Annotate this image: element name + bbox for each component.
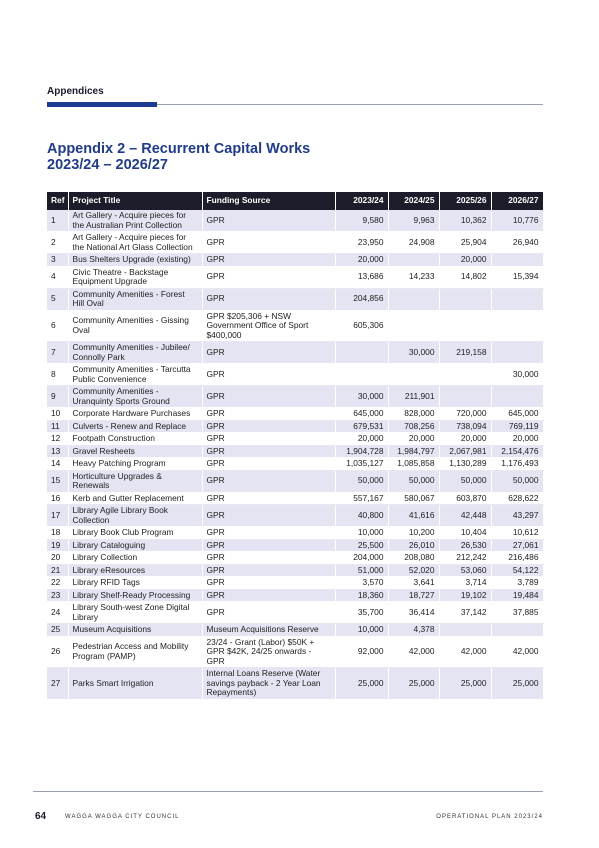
cell-2026-27: 769,119 bbox=[491, 420, 543, 433]
cell-2023-24: 10,000 bbox=[335, 624, 388, 637]
table-row bbox=[47, 386, 543, 408]
cell-2024-25: 52,020 bbox=[388, 564, 439, 577]
cell-2024-25: 1,085,858 bbox=[388, 458, 439, 471]
cell-funding-source: GPR bbox=[202, 210, 335, 232]
cell-2026-27 bbox=[491, 254, 543, 267]
cell-2025-26: 20,000 bbox=[439, 433, 491, 446]
cell-ref: 23 bbox=[47, 589, 68, 602]
cell-2023-24: 25,000 bbox=[335, 668, 388, 700]
cell-2024-25: 24,908 bbox=[388, 232, 439, 254]
column-header-ref: Ref bbox=[47, 192, 68, 210]
cell-ref: 24 bbox=[47, 602, 68, 624]
cell-funding-source: GPR bbox=[202, 564, 335, 577]
table-row bbox=[47, 636, 543, 668]
cell-funding-source: GPR bbox=[202, 539, 335, 552]
cell-ref: 18 bbox=[47, 527, 68, 540]
table-row bbox=[47, 266, 543, 288]
cell-ref: 17 bbox=[47, 505, 68, 527]
cell-2023-24: 9,580 bbox=[335, 210, 388, 232]
cell-2023-24: 23,950 bbox=[335, 232, 388, 254]
cell-project-title: Community Amenities - Gissing Oval bbox=[68, 310, 202, 342]
cell-funding-source: Internal Loans Reserve (Water savings payback - 2 Year Loan Repayments) bbox=[202, 668, 335, 700]
cell-2025-26: 42,448 bbox=[439, 505, 491, 527]
cell-project-title: Library eResources bbox=[68, 564, 202, 577]
cell-2025-26: 14,802 bbox=[439, 266, 491, 288]
cell-project-title: Community Amenities - Uranquinty Sports Ground bbox=[68, 386, 202, 408]
cell-ref: 19 bbox=[47, 539, 68, 552]
cell-funding-source: GPR bbox=[202, 505, 335, 527]
column-header-2025-26: 2025/26 bbox=[439, 192, 491, 210]
cell-2025-26: 42,000 bbox=[439, 636, 491, 668]
cell-2023-24: 3,570 bbox=[335, 577, 388, 590]
cell-2023-24: 557,167 bbox=[335, 492, 388, 505]
table-row bbox=[47, 232, 543, 254]
cell-project-title: Art Gallery - Acquire pieces for the National Art Glass Collection bbox=[68, 232, 202, 254]
cell-2024-25: 41,616 bbox=[388, 505, 439, 527]
cell-2026-27: 10,776 bbox=[491, 210, 543, 232]
table-row bbox=[47, 505, 543, 527]
table-row bbox=[47, 552, 543, 565]
cell-2025-26 bbox=[439, 624, 491, 637]
cell-2024-25: 708,256 bbox=[388, 420, 439, 433]
cell-2025-26: 10,404 bbox=[439, 527, 491, 540]
cell-2025-26 bbox=[439, 364, 491, 386]
cell-2025-26: 50,000 bbox=[439, 470, 491, 492]
table-row bbox=[47, 210, 543, 232]
cell-2023-24: 1,904,728 bbox=[335, 445, 388, 458]
table-body bbox=[47, 210, 543, 699]
cell-2025-26: 212,242 bbox=[439, 552, 491, 565]
table-row bbox=[47, 624, 543, 637]
cell-2023-24: 51,000 bbox=[335, 564, 388, 577]
cell-funding-source: Museum Acquisitions Reserve bbox=[202, 624, 335, 637]
cell-project-title: Corporate Hardware Purchases bbox=[68, 408, 202, 421]
cell-project-title: Kerb and Gutter Replacement bbox=[68, 492, 202, 505]
cell-project-title: Footpath Construction bbox=[68, 433, 202, 446]
cell-funding-source: GPR bbox=[202, 254, 335, 267]
cell-ref: 5 bbox=[47, 288, 68, 310]
cell-2023-24: 679,531 bbox=[335, 420, 388, 433]
cell-2023-24: 1,035,127 bbox=[335, 458, 388, 471]
cell-2024-25 bbox=[388, 288, 439, 310]
cell-2025-26: 738,094 bbox=[439, 420, 491, 433]
cell-project-title: Library South-west Zone Digital Library bbox=[68, 602, 202, 624]
cell-ref: 7 bbox=[47, 342, 68, 364]
cell-2025-26: 53,060 bbox=[439, 564, 491, 577]
cell-2026-27: 26,940 bbox=[491, 232, 543, 254]
cell-project-title: Bus Shelters Upgrade (existing) bbox=[68, 254, 202, 267]
cell-2024-25: 26,010 bbox=[388, 539, 439, 552]
cell-2025-26 bbox=[439, 288, 491, 310]
cell-project-title: Gravel Resheets bbox=[68, 445, 202, 458]
cell-2025-26: 25,904 bbox=[439, 232, 491, 254]
cell-2024-25: 1,984,797 bbox=[388, 445, 439, 458]
page-title bbox=[47, 141, 547, 173]
cell-2024-25: 580,067 bbox=[388, 492, 439, 505]
cell-funding-source: 23/24 - Grant (Labor) $50K + GPR $42K, 24/25 onwards - GPR bbox=[202, 636, 335, 668]
cell-2026-27 bbox=[491, 288, 543, 310]
cell-2023-24: 30,000 bbox=[335, 386, 388, 408]
cell-project-title: Library Shelf-Ready Processing bbox=[68, 589, 202, 602]
cell-2023-24: 645,000 bbox=[335, 408, 388, 421]
cell-2024-25: 208,080 bbox=[388, 552, 439, 565]
cell-funding-source: GPR bbox=[202, 527, 335, 540]
cell-ref: 1 bbox=[47, 210, 68, 232]
cell-2026-27 bbox=[491, 386, 543, 408]
column-header-funding-source: Funding Source bbox=[202, 192, 335, 210]
cell-project-title: Library Collection bbox=[68, 552, 202, 565]
table-row bbox=[47, 408, 543, 421]
cell-2025-26: 19,102 bbox=[439, 589, 491, 602]
cell-2025-26 bbox=[439, 310, 491, 342]
cell-2026-27: 25,000 bbox=[491, 668, 543, 700]
cell-ref: 11 bbox=[47, 420, 68, 433]
cell-2023-24: 605,306 bbox=[335, 310, 388, 342]
cell-ref: 20 bbox=[47, 552, 68, 565]
footer-organisation: WAGGA WAGGA CITY COUNCIL bbox=[65, 814, 180, 820]
cell-2025-26: 26,530 bbox=[439, 539, 491, 552]
cell-2024-25: 50,000 bbox=[388, 470, 439, 492]
table-row bbox=[47, 527, 543, 540]
table-row bbox=[47, 564, 543, 577]
section-label: Appendices bbox=[47, 86, 104, 97]
cell-2026-27: 54,122 bbox=[491, 564, 543, 577]
cell-funding-source: GPR bbox=[202, 232, 335, 254]
table-row bbox=[47, 254, 543, 267]
cell-project-title: Art Gallery - Acquire pieces for the Australian Print Collection bbox=[68, 210, 202, 232]
cell-2026-27: 15,394 bbox=[491, 266, 543, 288]
cell-2025-26: 10,362 bbox=[439, 210, 491, 232]
table-row bbox=[47, 342, 543, 364]
cell-2024-25 bbox=[388, 364, 439, 386]
cell-funding-source: GPR bbox=[202, 552, 335, 565]
column-header-2023-24: 2023/24 bbox=[335, 192, 388, 210]
cell-2023-24: 20,000 bbox=[335, 433, 388, 446]
cell-project-title: Community Amenities - Tarcutta Public Convenience bbox=[68, 364, 202, 386]
cell-funding-source: GPR bbox=[202, 589, 335, 602]
cell-2024-25: 20,000 bbox=[388, 433, 439, 446]
table-row bbox=[47, 310, 543, 342]
cell-2025-26: 2,067,981 bbox=[439, 445, 491, 458]
cell-2024-25: 18,727 bbox=[388, 589, 439, 602]
table-row bbox=[47, 458, 543, 471]
cell-funding-source: GPR $205,306 + NSW Government Office of Sport $400,000 bbox=[202, 310, 335, 342]
cell-2023-24: 50,000 bbox=[335, 470, 388, 492]
cell-2026-27: 30,000 bbox=[491, 364, 543, 386]
cell-ref: 21 bbox=[47, 564, 68, 577]
cell-project-title: Horticulture Upgrades & Renewals bbox=[68, 470, 202, 492]
cell-funding-source: GPR bbox=[202, 433, 335, 446]
cell-2026-27: 43,297 bbox=[491, 505, 543, 527]
cell-funding-source: GPR bbox=[202, 492, 335, 505]
cell-2024-25: 3,641 bbox=[388, 577, 439, 590]
cell-2026-27: 10,612 bbox=[491, 527, 543, 540]
cell-2024-25: 25,000 bbox=[388, 668, 439, 700]
cell-funding-source: GPR bbox=[202, 470, 335, 492]
cell-2026-27: 42,000 bbox=[491, 636, 543, 668]
cell-funding-source: GPR bbox=[202, 364, 335, 386]
cell-project-title: Library RFID Tags bbox=[68, 577, 202, 590]
table-header-row bbox=[47, 192, 543, 210]
cell-ref: 16 bbox=[47, 492, 68, 505]
cell-2023-24 bbox=[335, 364, 388, 386]
cell-project-title: Civic Theatre - Backstage Equipment Upgrade bbox=[68, 266, 202, 288]
table-row bbox=[47, 589, 543, 602]
cell-2026-27: 628,622 bbox=[491, 492, 543, 505]
cell-2026-27: 50,000 bbox=[491, 470, 543, 492]
cell-2026-27: 20,000 bbox=[491, 433, 543, 446]
column-header-2024-25: 2024/25 bbox=[388, 192, 439, 210]
cell-2025-26: 20,000 bbox=[439, 254, 491, 267]
cell-2026-27: 645,000 bbox=[491, 408, 543, 421]
cell-2026-27 bbox=[491, 310, 543, 342]
cell-ref: 15 bbox=[47, 470, 68, 492]
table-row bbox=[47, 420, 543, 433]
cell-project-title: Culverts - Renew and Replace bbox=[68, 420, 202, 433]
cell-2026-27: 19,484 bbox=[491, 589, 543, 602]
cell-2024-25: 10,200 bbox=[388, 527, 439, 540]
cell-2023-24: 25,500 bbox=[335, 539, 388, 552]
cell-2026-27: 216,486 bbox=[491, 552, 543, 565]
column-header-project-title: Project Title bbox=[68, 192, 202, 210]
cell-funding-source: GPR bbox=[202, 408, 335, 421]
cell-ref: 12 bbox=[47, 433, 68, 446]
cell-ref: 6 bbox=[47, 310, 68, 342]
cell-project-title: Museum Acquisitions bbox=[68, 624, 202, 637]
cell-2025-26: 37,142 bbox=[439, 602, 491, 624]
cell-funding-source: GPR bbox=[202, 420, 335, 433]
footer-page-number: 64 bbox=[35, 811, 47, 822]
table-row bbox=[47, 539, 543, 552]
cell-2025-26: 25,000 bbox=[439, 668, 491, 700]
cell-funding-source: GPR bbox=[202, 288, 335, 310]
cell-2023-24: 35,700 bbox=[335, 602, 388, 624]
cell-2025-26: 720,000 bbox=[439, 408, 491, 421]
cell-2025-26: 219,158 bbox=[439, 342, 491, 364]
cell-project-title: Community Amenities - Forest Hill Oval bbox=[68, 288, 202, 310]
table-row bbox=[47, 433, 543, 446]
cell-2023-24 bbox=[335, 342, 388, 364]
cell-funding-source: GPR bbox=[202, 386, 335, 408]
cell-funding-source: GPR bbox=[202, 266, 335, 288]
cell-ref: 27 bbox=[47, 668, 68, 700]
cell-ref: 4 bbox=[47, 266, 68, 288]
table-row bbox=[47, 470, 543, 492]
cell-2026-27: 3,789 bbox=[491, 577, 543, 590]
cell-ref: 26 bbox=[47, 636, 68, 668]
cell-ref: 22 bbox=[47, 577, 68, 590]
cell-2024-25: 14,233 bbox=[388, 266, 439, 288]
table-row bbox=[47, 364, 543, 386]
cell-project-title: Library Agile Library Book Collection bbox=[68, 505, 202, 527]
cell-2023-24: 13,686 bbox=[335, 266, 388, 288]
cell-funding-source: GPR bbox=[202, 342, 335, 364]
cell-2024-25: 36,414 bbox=[388, 602, 439, 624]
table-row bbox=[47, 288, 543, 310]
cell-funding-source: GPR bbox=[202, 458, 335, 471]
cell-ref: 25 bbox=[47, 624, 68, 637]
cell-ref: 13 bbox=[47, 445, 68, 458]
cell-2023-24: 10,000 bbox=[335, 527, 388, 540]
cell-2026-27: 27,061 bbox=[491, 539, 543, 552]
page-title-line-2: 2023/24 – 2026/27 bbox=[47, 157, 168, 173]
cell-2025-26: 1,130,289 bbox=[439, 458, 491, 471]
cell-ref: 2 bbox=[47, 232, 68, 254]
cell-2024-25: 42,000 bbox=[388, 636, 439, 668]
cell-ref: 3 bbox=[47, 254, 68, 267]
cell-funding-source: GPR bbox=[202, 445, 335, 458]
cell-funding-source: GPR bbox=[202, 577, 335, 590]
table-row bbox=[47, 492, 543, 505]
cell-2026-27: 2,154,476 bbox=[491, 445, 543, 458]
column-header-2026-27: 2026/27 bbox=[491, 192, 543, 210]
cell-2024-25: 9,963 bbox=[388, 210, 439, 232]
footer-document-title: OPERATIONAL PLAN 2023/24 bbox=[436, 814, 543, 820]
cell-2026-27 bbox=[491, 342, 543, 364]
cell-2023-24: 92,000 bbox=[335, 636, 388, 668]
cell-ref: 9 bbox=[47, 386, 68, 408]
cell-2023-24: 204,856 bbox=[335, 288, 388, 310]
cell-2024-25: 30,000 bbox=[388, 342, 439, 364]
cell-2024-25: 211,901 bbox=[388, 386, 439, 408]
cell-2023-24: 204,000 bbox=[335, 552, 388, 565]
capital-works-table bbox=[47, 192, 544, 700]
cell-2024-25: 828,000 bbox=[388, 408, 439, 421]
cell-project-title: Heavy Patching Program bbox=[68, 458, 202, 471]
cell-2025-26 bbox=[439, 386, 491, 408]
cell-2023-24: 40,800 bbox=[335, 505, 388, 527]
cell-2026-27 bbox=[491, 624, 543, 637]
page-title-line-1: Appendix 2 – Recurrent Capital Works bbox=[47, 141, 311, 157]
cell-2023-24: 20,000 bbox=[335, 254, 388, 267]
cell-2025-26: 603,870 bbox=[439, 492, 491, 505]
cell-funding-source: GPR bbox=[202, 602, 335, 624]
cell-project-title: Parks Smart Irrigation bbox=[68, 668, 202, 700]
cell-2026-27: 1,176,493 bbox=[491, 458, 543, 471]
cell-project-title: Library Cataloguing bbox=[68, 539, 202, 552]
table-row bbox=[47, 602, 543, 624]
cell-ref: 8 bbox=[47, 364, 68, 386]
table-row bbox=[47, 668, 543, 700]
cell-2024-25 bbox=[388, 310, 439, 342]
cell-2023-24: 18,360 bbox=[335, 589, 388, 602]
footer-rule bbox=[33, 791, 543, 792]
section-rule-accent bbox=[47, 102, 157, 107]
cell-project-title: Library Book Club Program bbox=[68, 527, 202, 540]
cell-project-title: Pedestrian Access and Mobility Program (PAMP) bbox=[68, 636, 202, 668]
cell-2024-25 bbox=[388, 254, 439, 267]
cell-project-title: Community Amenities - Jubilee/ Connolly Park bbox=[68, 342, 202, 364]
cell-ref: 14 bbox=[47, 458, 68, 471]
cell-2024-25: 4,378 bbox=[388, 624, 439, 637]
table-row bbox=[47, 577, 543, 590]
cell-2025-26: 3,714 bbox=[439, 577, 491, 590]
table-row bbox=[47, 445, 543, 458]
cell-ref: 10 bbox=[47, 408, 68, 421]
cell-2026-27: 37,885 bbox=[491, 602, 543, 624]
